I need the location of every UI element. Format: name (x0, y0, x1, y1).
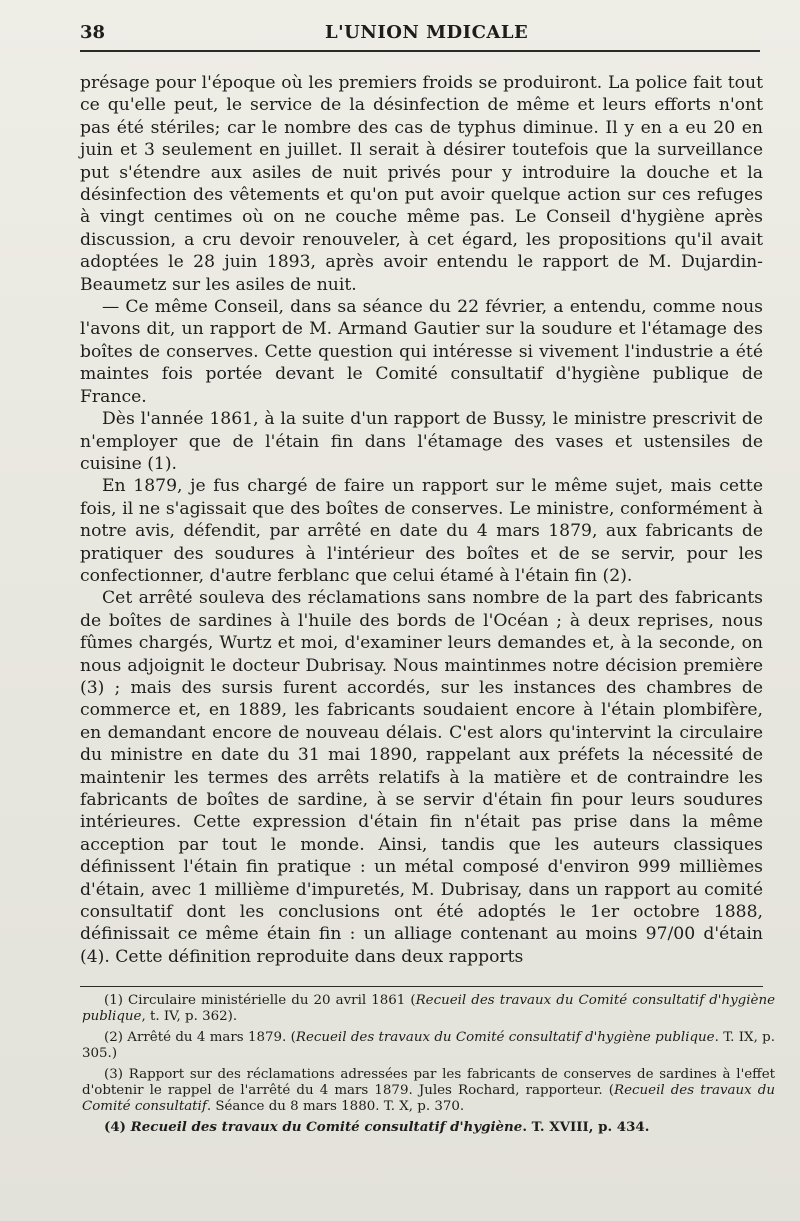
paragraph-4-text: En 1879, je fus chargé de faire un rapport sur le même sujet, mais cette fois, il ne s'agissait que des boîtes de conserves. Le ministre, conformément à notre avis, défendit, par arrêté en date du 4 mars 1879, aux fabricants de pratiquer des soudures à l'intérieur des boîtes et de se servir, pour les confectionner, d'autre ferblanc que celui étamé à l'étain fin (2). (80, 476, 763, 586)
paragraph-2: — Ce même Conseil, dans sa séance du 22 février, a entendu, comme nous l'avons dit, un rapport de M. Armand Gautier sur la soudure et l'étamage des boîtes de conserves. Cette question qui intéresse si vivement l'industrie a été maintes fois portée devant le Comité consultatif d'hygiène publique de France. (80, 297, 763, 407)
footnote-2 (82, 1030, 775, 1061)
footnote-4-text-b: . T. XVIII, p. 434. (522, 1119, 650, 1136)
footnote-4 (82, 1120, 775, 1136)
paragraph-5-text: Cet arrêté souleva des réclamations sans nombre de la part des fabricants de boîtes de sardines à l'huile des bords de l'Océan ; à deux reprises, nous fûmes chargés, Wurtz et moi, d'examiner leurs demandes et, à la seconde, on nous adjoignit le docteur Dubrisay. Nous maintinmes notre décision première (3) ; mais des sursis furent accordés, sur les instances des chambres de commerce et, en 1889, les fabricants soudaient encore à l'étain plombifère, en demandant encore de nouveau délais. C'est alors qu'intervint la circulaire du ministre en date du 31 mai 1890, rappelant aux préfets la nécessité de maintenir les termes des arrêts relatifs à la matière et de contraindre les fabricants de boîtes de sardine, à se servir d'étain fin pour leurs soudures intérieures. Cette expression d'étain fin n'était pas prise dans la même acception par tout le monde. Ainsi, tandis que les auteurs classiques définissent l'étain fin pratique : un métal composé d'environ 999 millièmes d'étain, avec 1 millième d'impuretés, M. Dubrisay, dans un rapport au comité consultatif dont les conclusions ont été adoptés le 1er octobre 1888, définissait ce même étain fin : un alliage contenant au moins 97/00 d'étain (4). Cette définition reproduite dans deux rapports (80, 588, 763, 967)
footnote-1-text-b: , t. IV, p. 362). (141, 1008, 238, 1024)
footnote-4-title: Recueil des travaux du Comité consultatif d'hygiène (130, 1119, 523, 1136)
footnote-2-title: Recueil des travaux du Comité consultatif d'hygiène publique (295, 1030, 715, 1046)
running-head: L'UNION MDICALE (325, 22, 529, 43)
paragraph-1: présage pour l'époque où les premiers froids se produiront. La police fait tout ce qu'elle peut, le service de la désinfection de même et leurs efforts n'ont pas été stériles; car le nombre des cas de typhus diminue. Il y en a eu 20 en juin et 3 seulement en juillet. Il serait à désirer toutefois que la surveillance put s'étendre aux asiles de nuit privés pour y introduire la douche et la désinfection des vêtements et qu'on put avoir quelque action sur ces refuges à vingt centimes où on ne couche même pas. Le Conseil d'hygiène après discussion, a cru devoir renouveler, à cet égard, les propositions qu'il avait adoptées le 28 juin 1893, après avoir entendu le rapport de M. Dujardin-Beaumetz sur les asiles de nuit. (80, 73, 763, 295)
paragraph-4 (80, 475, 763, 587)
page-header (80, 22, 760, 52)
paragraph-3 (80, 408, 763, 475)
footnote-1-title: Recueil des travaux du Comité consultatif d'hygiène publique (82, 993, 775, 1024)
footnote-2-text-b: . T. IX, p. 305.) (82, 1030, 775, 1061)
footnote-1 (82, 993, 775, 1024)
paragraph-3-text: Dès l'année 1861, à la suite d'un rapport de Bussy, le ministre prescrivit de n'employer que de l'étain fin dans l'étamage des vases et ustensiles de cuisine (1). (80, 409, 763, 474)
footnote-rule (80, 986, 763, 987)
footnotes (82, 993, 775, 1142)
article-body (80, 72, 763, 968)
paragraph-5 (80, 587, 763, 968)
header-rule (80, 50, 760, 52)
footnote-3-text-a: (3) Rapport sur des réclamations adressées par les fabricants de conserves de sardines à l'effet d'obtenir le rappel de l'arrêté du 4 mars 1879. Jules Rochard, rapporteur. ( (82, 1067, 775, 1098)
footnote-3-text-b: . Séance du 8 mars 1880. T. X, p. 370. (206, 1098, 465, 1114)
footnote-3 (82, 1067, 775, 1114)
footnote-3-title: Recueil des travaux du Comité consultatif (82, 1082, 775, 1114)
footnote-1-text-a: (1) Circulaire ministérielle du 20 avril 1861 ( (104, 993, 416, 1008)
footnote-2-text-a: (2) Arrêté du 4 mars 1879. ( (104, 1030, 296, 1046)
page-number: 38 (80, 22, 106, 43)
footnote-4-text-a: (4) (104, 1119, 131, 1136)
